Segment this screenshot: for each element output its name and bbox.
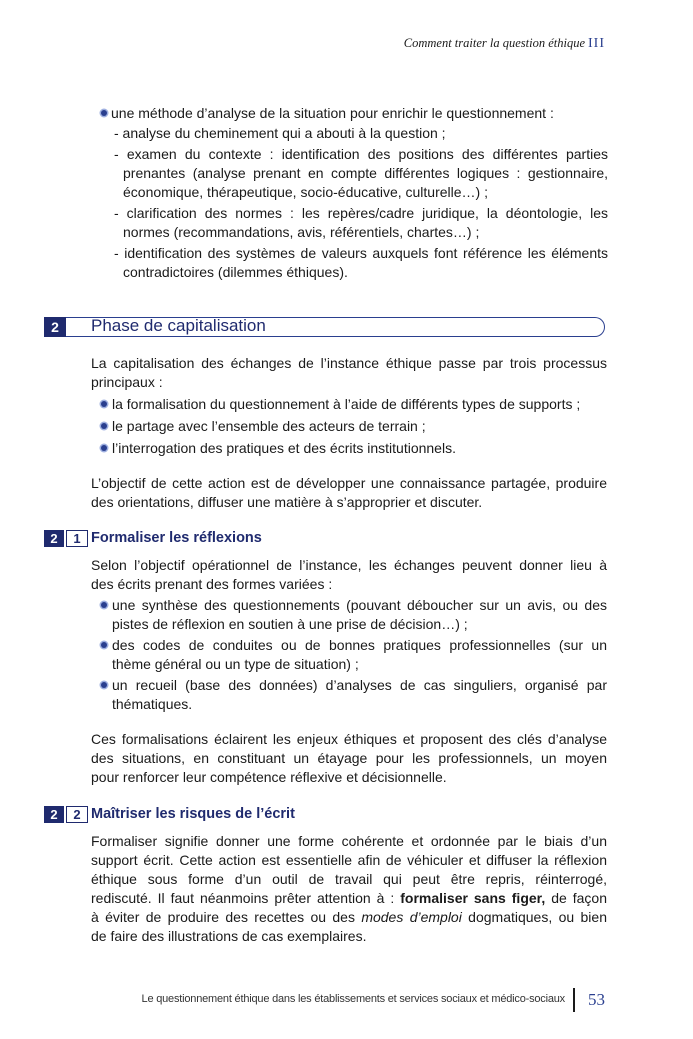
paragraph: Ces formalisations éclairent les enjeux éthiques et proposent des clés d’analyse des situations, en constituant un étayage pour les professionnels, un moyen pour renforcer leur compétence réflexive et décisionnelle.	[91, 731, 607, 785]
bullet-icon	[101, 423, 107, 429]
dash-item: - analyse du cheminement qui a abouti à la question ;	[114, 125, 446, 141]
subsection-title: Maîtriser les risques de l’écrit	[91, 806, 295, 822]
bullet-icon	[101, 682, 107, 688]
list-item: le partage avec l’ensemble des acteurs de terrain ;	[91, 417, 607, 436]
bullet-icon	[101, 401, 107, 407]
section-number: 2	[44, 317, 66, 337]
list-item: un recueil (base des données) d’analyses de cas singuliers, organisé par thématiques.	[91, 676, 607, 714]
subsection-number-major: 2	[44, 530, 64, 547]
sub21-body	[91, 556, 607, 787]
section2-body	[91, 354, 607, 512]
emphasis-bold: formaliser sans figer,	[400, 890, 546, 906]
emphasis-italic: modes d’emploi	[361, 909, 462, 925]
list-item: la formalisation du questionnement à l’aide de différents types de supports ;	[91, 395, 607, 414]
sub22-body	[91, 832, 607, 946]
bullet-icon	[101, 110, 107, 116]
subsection-number-minor: 2	[66, 806, 88, 823]
bullet-icon	[101, 445, 107, 451]
list-item: des codes de conduites ou de bonnes pratiques professionnelles (sur un thème général ou un type de situation) ;	[91, 636, 607, 674]
section-title: Phase de capitalisation	[91, 316, 266, 335]
subsection-number-minor: 1	[66, 530, 88, 547]
list-item: l’interrogation des pratiques et des écrits institutionnels.	[91, 439, 607, 458]
footer-title: Le questionnement éthique dans les établissements et services sociaux et médico-sociaux	[141, 993, 565, 1005]
paragraph: L’objectif de cette action est de développer une connaissance partagée, produire des orientations, diffuser une matière à s’approprier et discuter.	[91, 475, 607, 510]
paragraph: Formaliser signifie donner une forme cohérente et ordonnée par le biais d’un support écrit. Cette action est essentielle afin de véhiculer et diffuser la réflexion éthique sous forme d’un outil de travail qui peut être repris, réinterrogé, rediscuté. Il faut néanmoins prêter attention à : formaliser sans figer, de façon à éviter de produire des recettes ou des modes d’emploi dogmatiques, ou bien de faire des illustrations de cas exemplaires.	[91, 833, 607, 944]
footer-divider	[573, 988, 575, 1012]
dash-item: - examen du contexte : identification des positions des différentes parties prenantes (analyse prenant en compte différentes logiques : gestionnaire, économique, thérapeutique, socio-éducative, culturelle…) ;	[114, 146, 608, 200]
page-number: 53	[588, 990, 605, 1009]
dash-item: - clarification des normes : les repères/cadre juridique, la déontologie, les normes (recommandations, avis, référentiels, chartes…) ;	[114, 205, 608, 240]
subsection-title: Formaliser les réflexions	[91, 530, 262, 546]
subsection-number-major: 2	[44, 806, 64, 823]
paragraph: Selon l’objectif opérationnel de l’instance, les échanges peuvent donner lieu à des écrits prenant des formes variées :	[91, 557, 607, 592]
list-item: une méthode d’analyse de la situation pour enrichir le questionnement :	[99, 104, 609, 123]
running-header	[404, 36, 605, 52]
bullet-icon	[101, 642, 107, 648]
bullet-icon	[101, 602, 107, 608]
chapter-number: III	[588, 36, 605, 51]
intro-list	[99, 104, 609, 123]
running-title: Comment traiter la question éthique	[403, 36, 585, 50]
intro-dash-list	[114, 124, 608, 282]
dash-item: - identification des systèmes de valeurs auxquels font référence les éléments contradictoires (dilemmes éthiques).	[114, 245, 608, 280]
list-item: une synthèse des questionnements (pouvant déboucher sur un avis, ou des pistes de réflexion en soutien à une prise de décision…) ;	[91, 596, 607, 634]
paragraph: La capitalisation des échanges de l’instance éthique passe par trois processus principaux :	[91, 355, 607, 390]
